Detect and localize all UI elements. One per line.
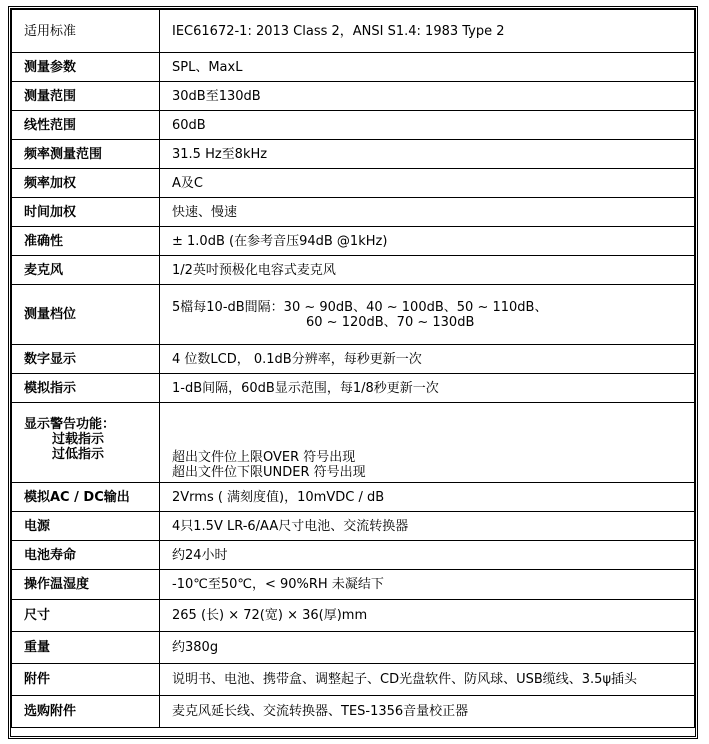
- row-label: 测量范围: [12, 82, 160, 111]
- table-row: [12, 198, 695, 227]
- row-value: 1-dB间隔，60dB显示范围，每1/8秒更新一次: [160, 374, 695, 403]
- table-row: [12, 664, 695, 696]
- table-row: [12, 483, 695, 512]
- row-label: 线性范围: [12, 111, 160, 140]
- table-row: [12, 632, 695, 664]
- table-row: [12, 53, 695, 82]
- row-value: IEC61672-1: 2013 Class 2，ANSI S1.4: 1983 Type 2: [160, 10, 695, 53]
- row-value: 2Vrms ( 满刻度值)，10mVDC / dB: [160, 483, 695, 512]
- row-value: 31.5 Hz至8kHz: [160, 140, 695, 169]
- row-label-sub: 过载指示: [52, 432, 105, 447]
- row-value: 说明书、电池、携带盒、调整起子、CD光盘软件、防风球、USB缆线、3.5ψ插头: [160, 664, 695, 696]
- row-value: 4只1.5V LR-6/AA尺寸电池、交流转换器: [160, 512, 695, 541]
- row-label: 频率加权: [12, 169, 160, 198]
- row-value: [160, 403, 695, 483]
- row-label: 附件: [12, 664, 160, 696]
- table-row: [12, 374, 695, 403]
- row-label: 模拟AC / DC输出: [12, 483, 160, 512]
- table-row: [12, 82, 695, 111]
- row-label: 麦克风: [12, 256, 160, 285]
- table-row: [12, 285, 695, 345]
- table-row: [12, 512, 695, 541]
- row-label-main: 显示警告功能：: [24, 417, 116, 432]
- row-value: -10℃至50℃，< 90%RH 未凝结下: [160, 570, 695, 600]
- row-label: 准确性: [12, 227, 160, 256]
- row-label: 电源: [12, 512, 160, 541]
- row-label: 电池寿命: [12, 541, 160, 570]
- table-row: [12, 169, 695, 198]
- value-line: 超出文件位下限UNDER 符号出现: [172, 465, 366, 480]
- table-row: [12, 696, 695, 728]
- row-value: 麦克风延长线、交流转换器、TES-1356音量校正器: [160, 696, 695, 728]
- row-label: 时间加权: [12, 198, 160, 227]
- row-value: [160, 285, 695, 345]
- table-row: [12, 345, 695, 374]
- row-value: 60dB: [160, 111, 695, 140]
- row-label: 数字显示: [12, 345, 160, 374]
- row-value: A及C: [160, 169, 695, 198]
- row-label: 尺寸: [12, 600, 160, 632]
- row-label-sub: 过低指示: [52, 447, 105, 462]
- table-row: [12, 10, 695, 53]
- table-row: [12, 227, 695, 256]
- spec-table: [11, 9, 695, 728]
- table-row: [12, 111, 695, 140]
- row-value: 30dB至130dB: [160, 82, 695, 111]
- table-row: [12, 403, 695, 483]
- row-value: 约380g: [160, 632, 695, 664]
- row-value: 4 位数LCD， 0.1dB分辨率，每秒更新一次: [160, 345, 695, 374]
- table-row: [12, 541, 695, 570]
- row-label: [12, 403, 160, 483]
- value-line: 超出文件位上限OVER 符号出现: [172, 450, 356, 465]
- row-label: 模拟指示: [12, 374, 160, 403]
- row-label: 重量: [12, 632, 160, 664]
- row-label: 操作温湿度: [12, 570, 160, 600]
- table-row: [12, 256, 695, 285]
- row-label: 测量参数: [12, 53, 160, 82]
- value-line: 5檔每10-dB間隔：30 ~ 90dB、40 ~ 100dB、50 ~ 110dB、: [172, 299, 548, 315]
- table-row: [12, 140, 695, 169]
- row-value: 265 (长) × 72(宽) × 36(厚)mm: [160, 600, 695, 632]
- row-label: 选购附件: [12, 696, 160, 728]
- row-value: ± 1.0dB (在参考音压94dB @1kHz): [160, 227, 695, 256]
- row-label: 适用标准: [12, 10, 160, 53]
- row-value: SPL、MaxL: [160, 53, 695, 82]
- value-line: 60 ~ 120dB、70 ~ 130dB: [306, 314, 475, 330]
- table-row: [12, 570, 695, 600]
- row-value: 约24小时: [160, 541, 695, 570]
- row-label: 频率测量范围: [12, 140, 160, 169]
- row-value: 1/2英吋预极化电容式麦克风: [160, 256, 695, 285]
- row-value: 快速、慢速: [160, 198, 695, 227]
- row-label: 测量档位: [12, 285, 160, 345]
- table-row: [12, 600, 695, 632]
